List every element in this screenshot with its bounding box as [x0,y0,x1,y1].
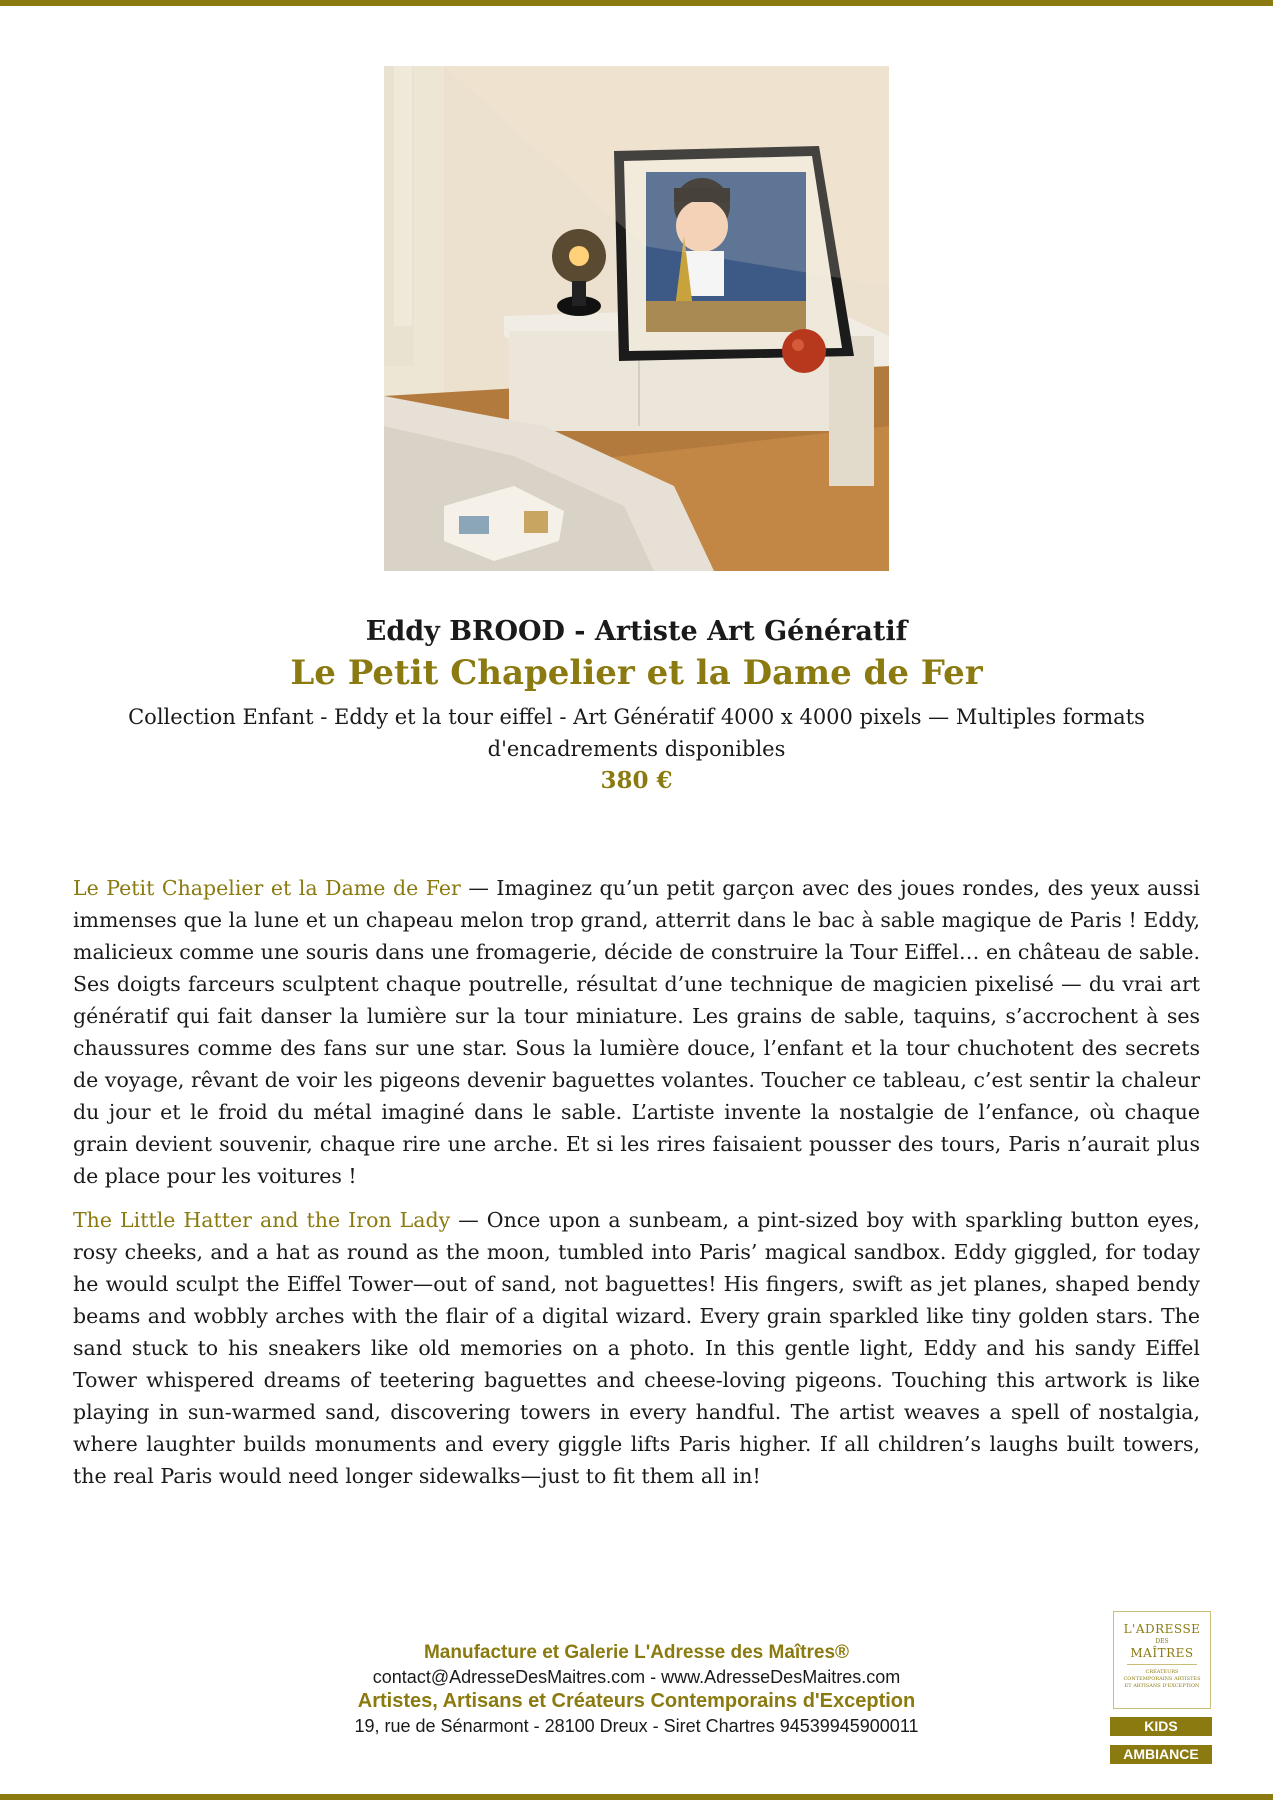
artwork-subtitle: Collection Enfant - Eddy et la tour eiffel - Art Génératif 4000 x 4000 pixels — Multiples formats d'encadrements disponibles [128,705,1145,761]
logo-line2: DES [1155,1638,1169,1645]
logo-line4: CRÉATEURS CONTEMPORAINS ARTISTES ET ARTISANS D'EXCEPTION [1123,1669,1201,1689]
description [73,872,1200,1504]
artwork-title: Le Petit Chapelier et la Dame de Fer [290,653,983,693]
price: 380 € [600,767,673,794]
description-fr [73,872,1200,1192]
description-en-text: — Once upon a sunbeam, a pint-sized boy with sparkling button eyes, rosy cheeks, and a hat as round as the moon, tumbled into Paris’ magical sandbox. Eddy giggled, for today he would sculpt the Eiffel Tower—out of sand, not baguettes! His fingers, swift as jet planes, shaped bendy beams and wobbly arches with the flair of a digital wizard. Every grain sparkled like tiny golden stars. The sand stuck to his sneakers like old memories on a photo. In this gentle light, Eddy and his sandy Eiffel Tower whispered dreams of teetering baguettes and cheese-loving pigeons. Touching this artwork is like playing in sun-warmed sand, discovering towers in every handful. The artist weaves a spell of nostalgia, where laughter builds monuments and every giggle lifts Paris higher. If all children’s laughs built towers, the real Paris would need longer sidewalks—just to fit them all in! [73,1208,1200,1488]
badge-kids: KIDS [1110,1717,1212,1736]
footer-tagline: Artistes, Artisans et Créateurs Contemporains d'Exception [357,1690,916,1712]
artist-name: Eddy BROOD - Artiste Art Génératif [365,616,908,647]
top-accent-bar [0,0,1273,6]
footer-address: 19, rue de Sénarmont - 28100 Dreux - Siret Chartres 94539945900011 [354,1716,919,1736]
badge-ambiance: AMBIANCE [1110,1745,1212,1764]
bottom-accent-bar [0,1794,1273,1800]
gallery-logo [1113,1611,1211,1709]
footer [250,1640,1023,1738]
logo-line3: MAÎTRES [1130,1646,1194,1660]
logo-divider [1127,1664,1197,1665]
description-en [73,1204,1200,1492]
logo-line1: L'ADRESSE [1123,1622,1201,1636]
product-header [60,610,1213,794]
description-fr-lead: Le Petit Chapelier et la Dame de Fer [73,876,461,900]
footer-contact: contact@AdresseDesMaitres.com - www.AdresseDesMaitres.com [372,1667,901,1687]
description-fr-text: — Imaginez qu’un petit garçon avec des joues rondes, des yeux aussi immenses que la lune et un chapeau melon trop grand, atterrit dans le bac à sable magique de Paris ! Eddy, malicieux comme une souris dans une fromagerie, décide de construire la Tour Eiffel… en château de sable. Ses doigts farceurs sculptent chaque poutrelle, résultat d’une technique de magicien pixelisé — du vrai art génératif qui fait danser la lumière sur la tour miniature. Les grains de sable, taquins, s’accrochent à ses chaussures comme des fans sur une star. Sous la lumière douce, l’enfant et la tour chuchotent des secrets de voyage, rêvant de voir les pigeons devenir baguettes volantes. Toucher ce tableau, c’est sentir la chaleur du jour et le froid du métal imaginé dans le sable. L’artiste invente la nostalgie de l’enfance, où chaque grain devient souvenir, chaque rire une arche. Et si les rires faisaient pousser des tours, Paris n’aurait plus de place pour les voitures ! [73,876,1200,1188]
footer-company: Manufacture et Galerie L'Adresse des Maîtres® [423,1642,850,1663]
description-en-lead: The Little Hatter and the Iron Lady [73,1208,451,1232]
artwork-photo [384,66,889,571]
